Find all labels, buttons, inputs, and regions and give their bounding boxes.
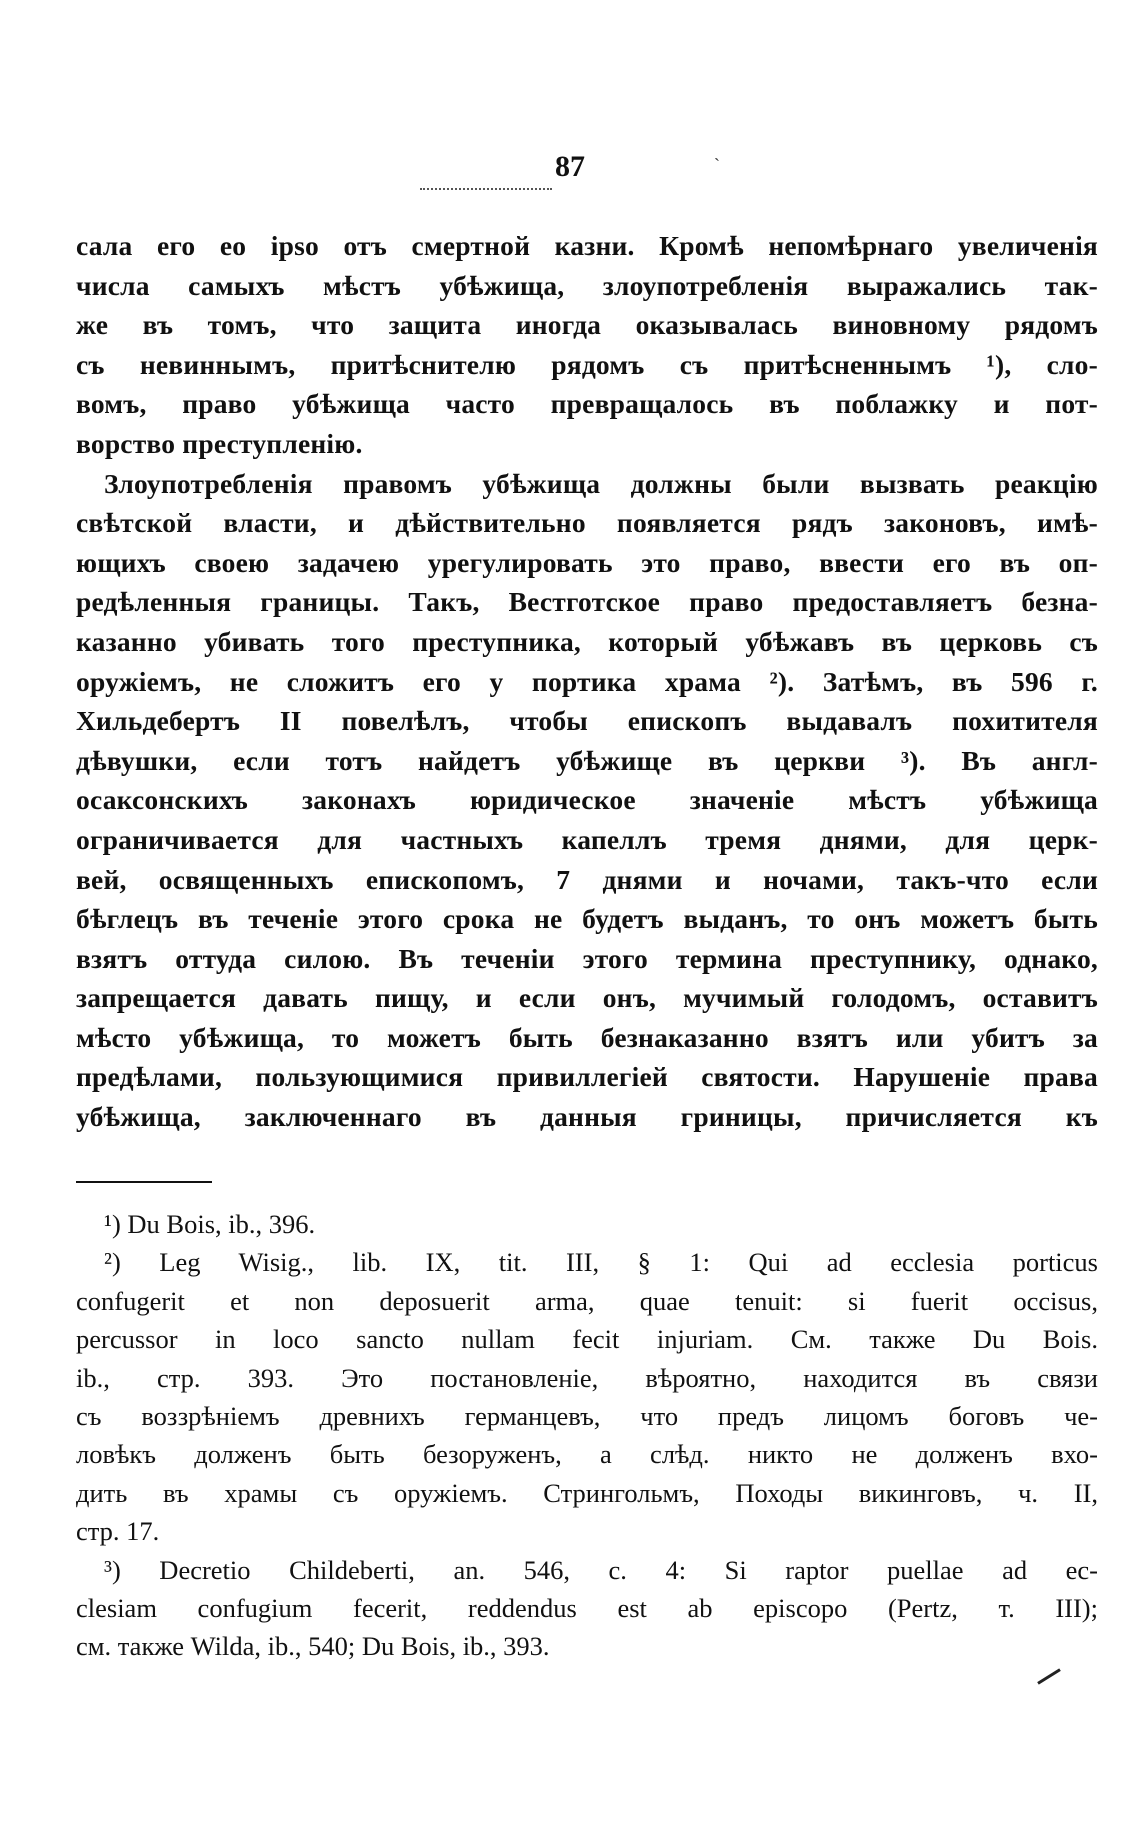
text-line: осаксонскихъ законахъ юридическое значеніе мѣстъ убѣжища <box>76 784 1098 816</box>
footnote-line: съ воззрѣніемъ древнихъ германцевъ, что предъ лицомъ боговъ че- <box>76 1400 1098 1431</box>
footnote-line: percussor in loco sancto nullam fecit injuriam. См. также Du Bois. <box>76 1324 1098 1355</box>
text-line: ющихъ своею задачею урегулировать это право, ввести его въ оп- <box>76 546 1098 578</box>
text-line: оружіемъ, не сложитъ его у портика храма ²). Затѣмъ, въ 596 г. <box>76 665 1098 697</box>
scan-pen-mark <box>1037 1668 1061 1684</box>
footnote-line: см. также Wilda, ib., 540; Du Bois, ib., 393. <box>76 1631 550 1662</box>
text-line: мѣсто убѣжища, то можетъ быть безнаказанно взятъ или убитъ за <box>76 1021 1098 1053</box>
text-line: вомъ, право убѣжища часто превращалось въ поблажку и пот- <box>76 388 1098 420</box>
text-line: же въ томъ, что защита иногда оказывалась виновному рядомъ <box>76 309 1098 341</box>
footnote-line: ³) Decretio Childeberti, an. 546, c. 4: Si raptor puellae ad ec- <box>104 1554 1098 1585</box>
page-number: 87 <box>555 150 585 183</box>
text-line: свѣтской власти, и дѣйствительно появляется рядъ законовъ, имѣ- <box>76 507 1098 539</box>
footnote-line: дить въ храмы съ оружіемъ. Стрингольмъ, Походы викинговъ, ч. II, <box>76 1477 1098 1508</box>
text-line: редѣленныя границы. Такъ, Вестготское право предоставляетъ безна- <box>76 586 1098 618</box>
text-line: дѣвушки, если тотъ найдетъ убѣжище въ церкви ³). Въ англ- <box>76 744 1098 776</box>
footnote-line: confugerit et non deposuerit arma, quae tenuit: si fuerit occisus, <box>76 1285 1098 1316</box>
footnote-separator <box>76 1181 212 1183</box>
footnote-line: ловѣкъ долженъ быть безоруженъ, а слѣд. никто не долженъ вхо- <box>76 1439 1098 1470</box>
text-line: запрещается давать пищу, и если онъ, мучимый голодомъ, оставитъ <box>76 982 1098 1014</box>
stray-mark: ` <box>714 155 720 175</box>
text-line: предѣлами, пользующимися привиллегіей святости. Нарушеніе права <box>76 1061 1098 1093</box>
text-line: вей, освященныхъ епископомъ, 7 днями и ночами, такъ-что если <box>76 863 1098 895</box>
text-line: казанно убивать того преступника, который убѣжавъ въ церковь съ <box>76 625 1098 657</box>
text-line: убѣжища, заключеннаго въ данныя гриницы, причисляется къ <box>76 1101 1098 1133</box>
footnote-line: ib., стр. 393. Это постановленіе, вѣроятно, находится въ связи <box>76 1362 1098 1393</box>
text-line: бѣглецъ въ теченіе этого срока не будетъ выданъ, то онъ можетъ быть <box>76 903 1098 935</box>
text-line: числа самыхъ мѣстъ убѣжища, злоупотребленія выражались так- <box>76 269 1098 301</box>
text-line: ограничивается для частныхъ капеллъ тремя днями, для церк- <box>76 823 1098 855</box>
text-line: ворство преступленію. <box>76 427 363 459</box>
text-line: Злоупотребленія правомъ убѣжища должны были вызвать реакцію <box>104 467 1098 499</box>
text-line: сала его eo ipso отъ смертной казни. Кромѣ непомѣрнаго увеличенія <box>76 230 1098 261</box>
main-text <box>76 226 1098 1137</box>
page-number-ornament <box>420 188 552 190</box>
footnote-line: стр. 17. <box>76 1516 160 1547</box>
footnote-line: ²) Leg Wisig., lib. IX, tit. III, § 1: Qui ad ecclesia porticus <box>104 1247 1098 1278</box>
footnote-line: ¹) Du Bois, ib., 396. <box>104 1209 316 1239</box>
text-line: Хильдебертъ II повелѣлъ, чтобы епископъ выдавалъ похитителя <box>76 705 1098 737</box>
text-line: взятъ оттуда силою. Въ теченіи этого термина преступнику, однако, <box>76 942 1098 974</box>
footnotes <box>76 1205 1098 1666</box>
text-line: съ невиннымъ, притѣснителю рядомъ съ притѣсненнымъ ¹), сло- <box>76 348 1098 380</box>
footnote-line: clesiam confugium fecerit, reddendus est ab episcopo (Pertz, т. III); <box>76 1592 1098 1623</box>
